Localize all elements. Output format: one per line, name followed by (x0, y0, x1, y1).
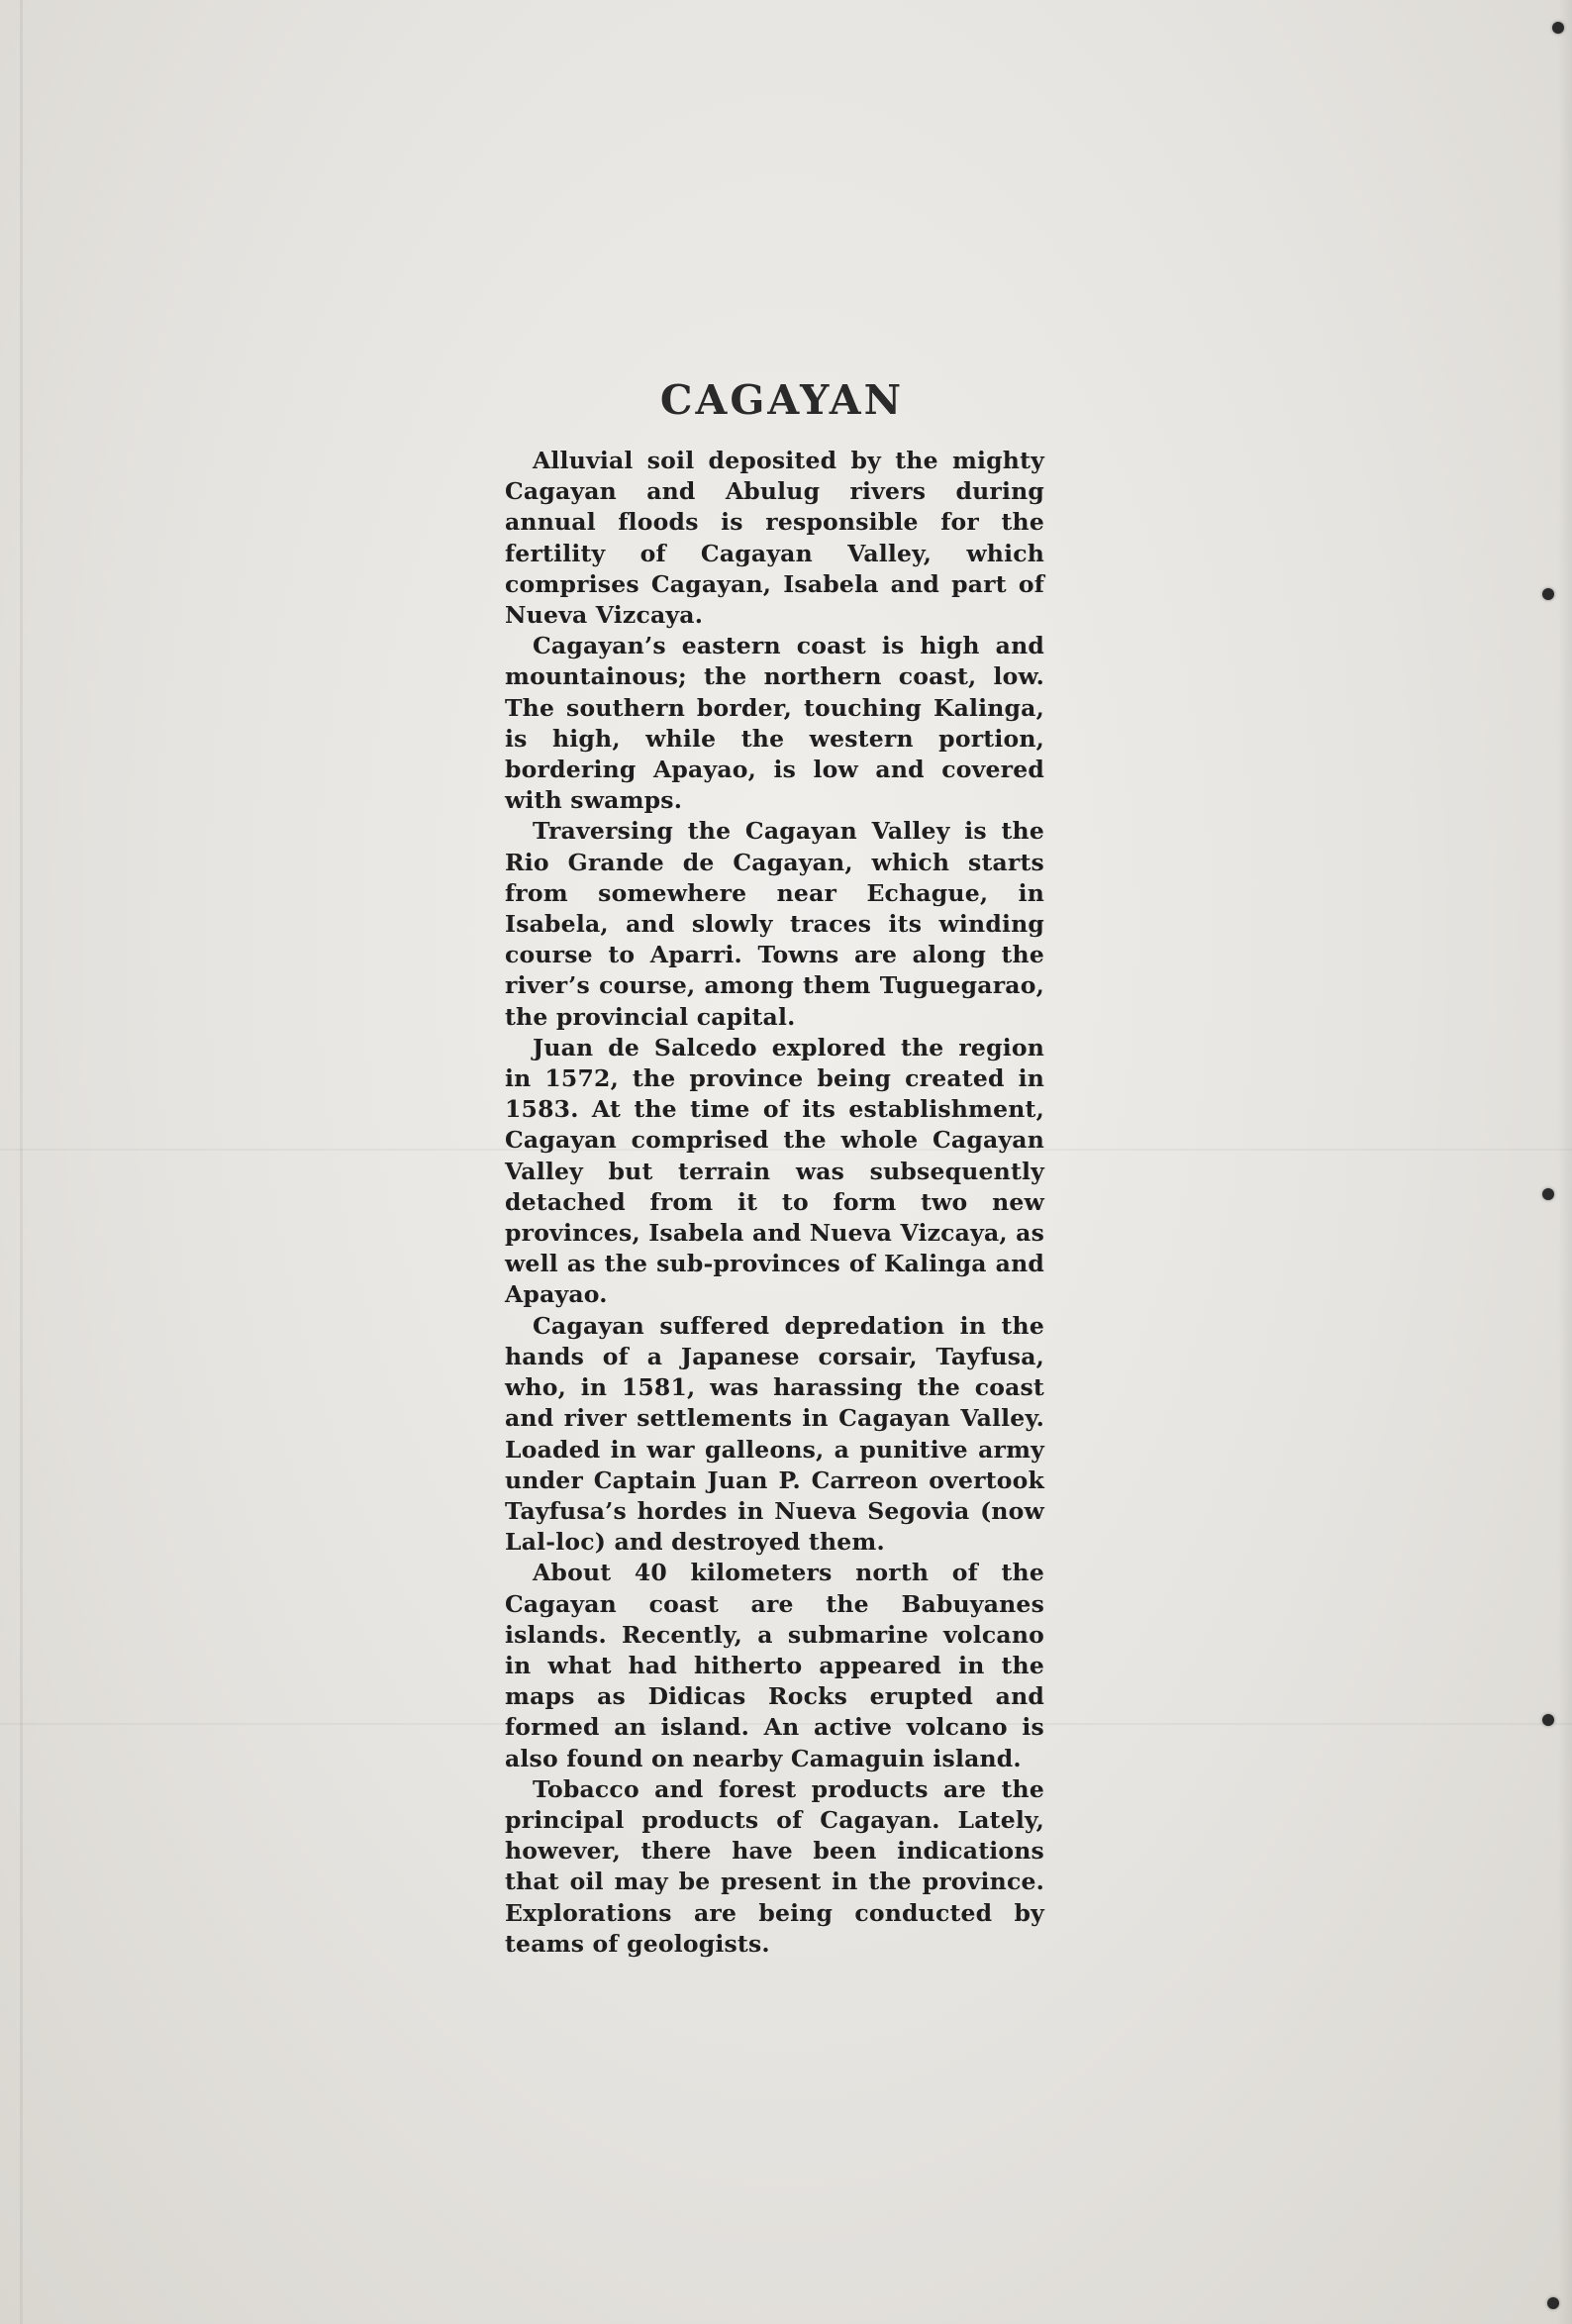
page-edge-shadow (1558, 0, 1572, 2324)
binding-hole-icon (1542, 1188, 1554, 1200)
article-title: CAGAYAN (659, 376, 905, 424)
paper-crease (20, 0, 23, 2324)
article-paragraph: Juan de Salcedo explored the region in 1572, the province being created in 1583. At the time of its establishment, Cagayan comprised the whole Cagayan Valley but terrain was subsequently detached from it to form two new provinces, Isabela and Nueva Vizcaya, as well as the sub-provinces of Kalinga and Apayao. (505, 1033, 1045, 1309)
binding-hole-icon (1542, 588, 1554, 600)
article-paragraph: Cagayan suffered depredation in the hands of a Japanese corsair, Tayfusa, who, in 1581, was harassing the coast and river settlements in Cagayan Valley. Loaded in war galleons, a punitive army under Captain Juan P. Carreon overtook Tayfusa’s hordes in Nueva Segovia (now Lal-loc) and destroyed them. (505, 1311, 1044, 1557)
article-paragraph: Tobacco and forest products are the principal products of Cagayan. Lately, however, there have been indications that oil may be present in the province. Explorations are being conducted by teams of geologists. (505, 1774, 1044, 1958)
binding-hole-icon (1552, 22, 1564, 34)
article-paragraph: Cagayan’s eastern coast is high and mountainous; the northern coast, low. The southern border, touching Kalinga, is high, while the western portion, bordering Apayao, is low and covered with swamps. (505, 632, 1044, 815)
article (505, 376, 1044, 1960)
article-paragraph: Alluvial soil deposited by the mighty Cagayan and Abulug rivers during annual floods is responsible for the fertility of Cagayan Valley, which comprises Cagayan, Isabela and part of Nueva Vizcaya. (505, 447, 1044, 630)
binding-hole-icon (1547, 2297, 1559, 2309)
article-paragraph: About 40 kilometers north of the Cagayan coast are the Babuyanes islands. Recently, a submarine volcano in what had hitherto appeared in the maps as Didicas Rocks erupted and formed an island. An active volcano is also found on nearby Camaguin island. (505, 1559, 1044, 1772)
binding-hole-icon (1542, 1714, 1554, 1726)
article-paragraph: Traversing the Cagayan Valley is the Rio Grande de Cagayan, which starts from somewhere near Echague, in Isabela, and slowly traces its winding course to Aparri. Towns are along the river’s course, among them Tuguegarao, the provincial capital. (505, 817, 1044, 1031)
